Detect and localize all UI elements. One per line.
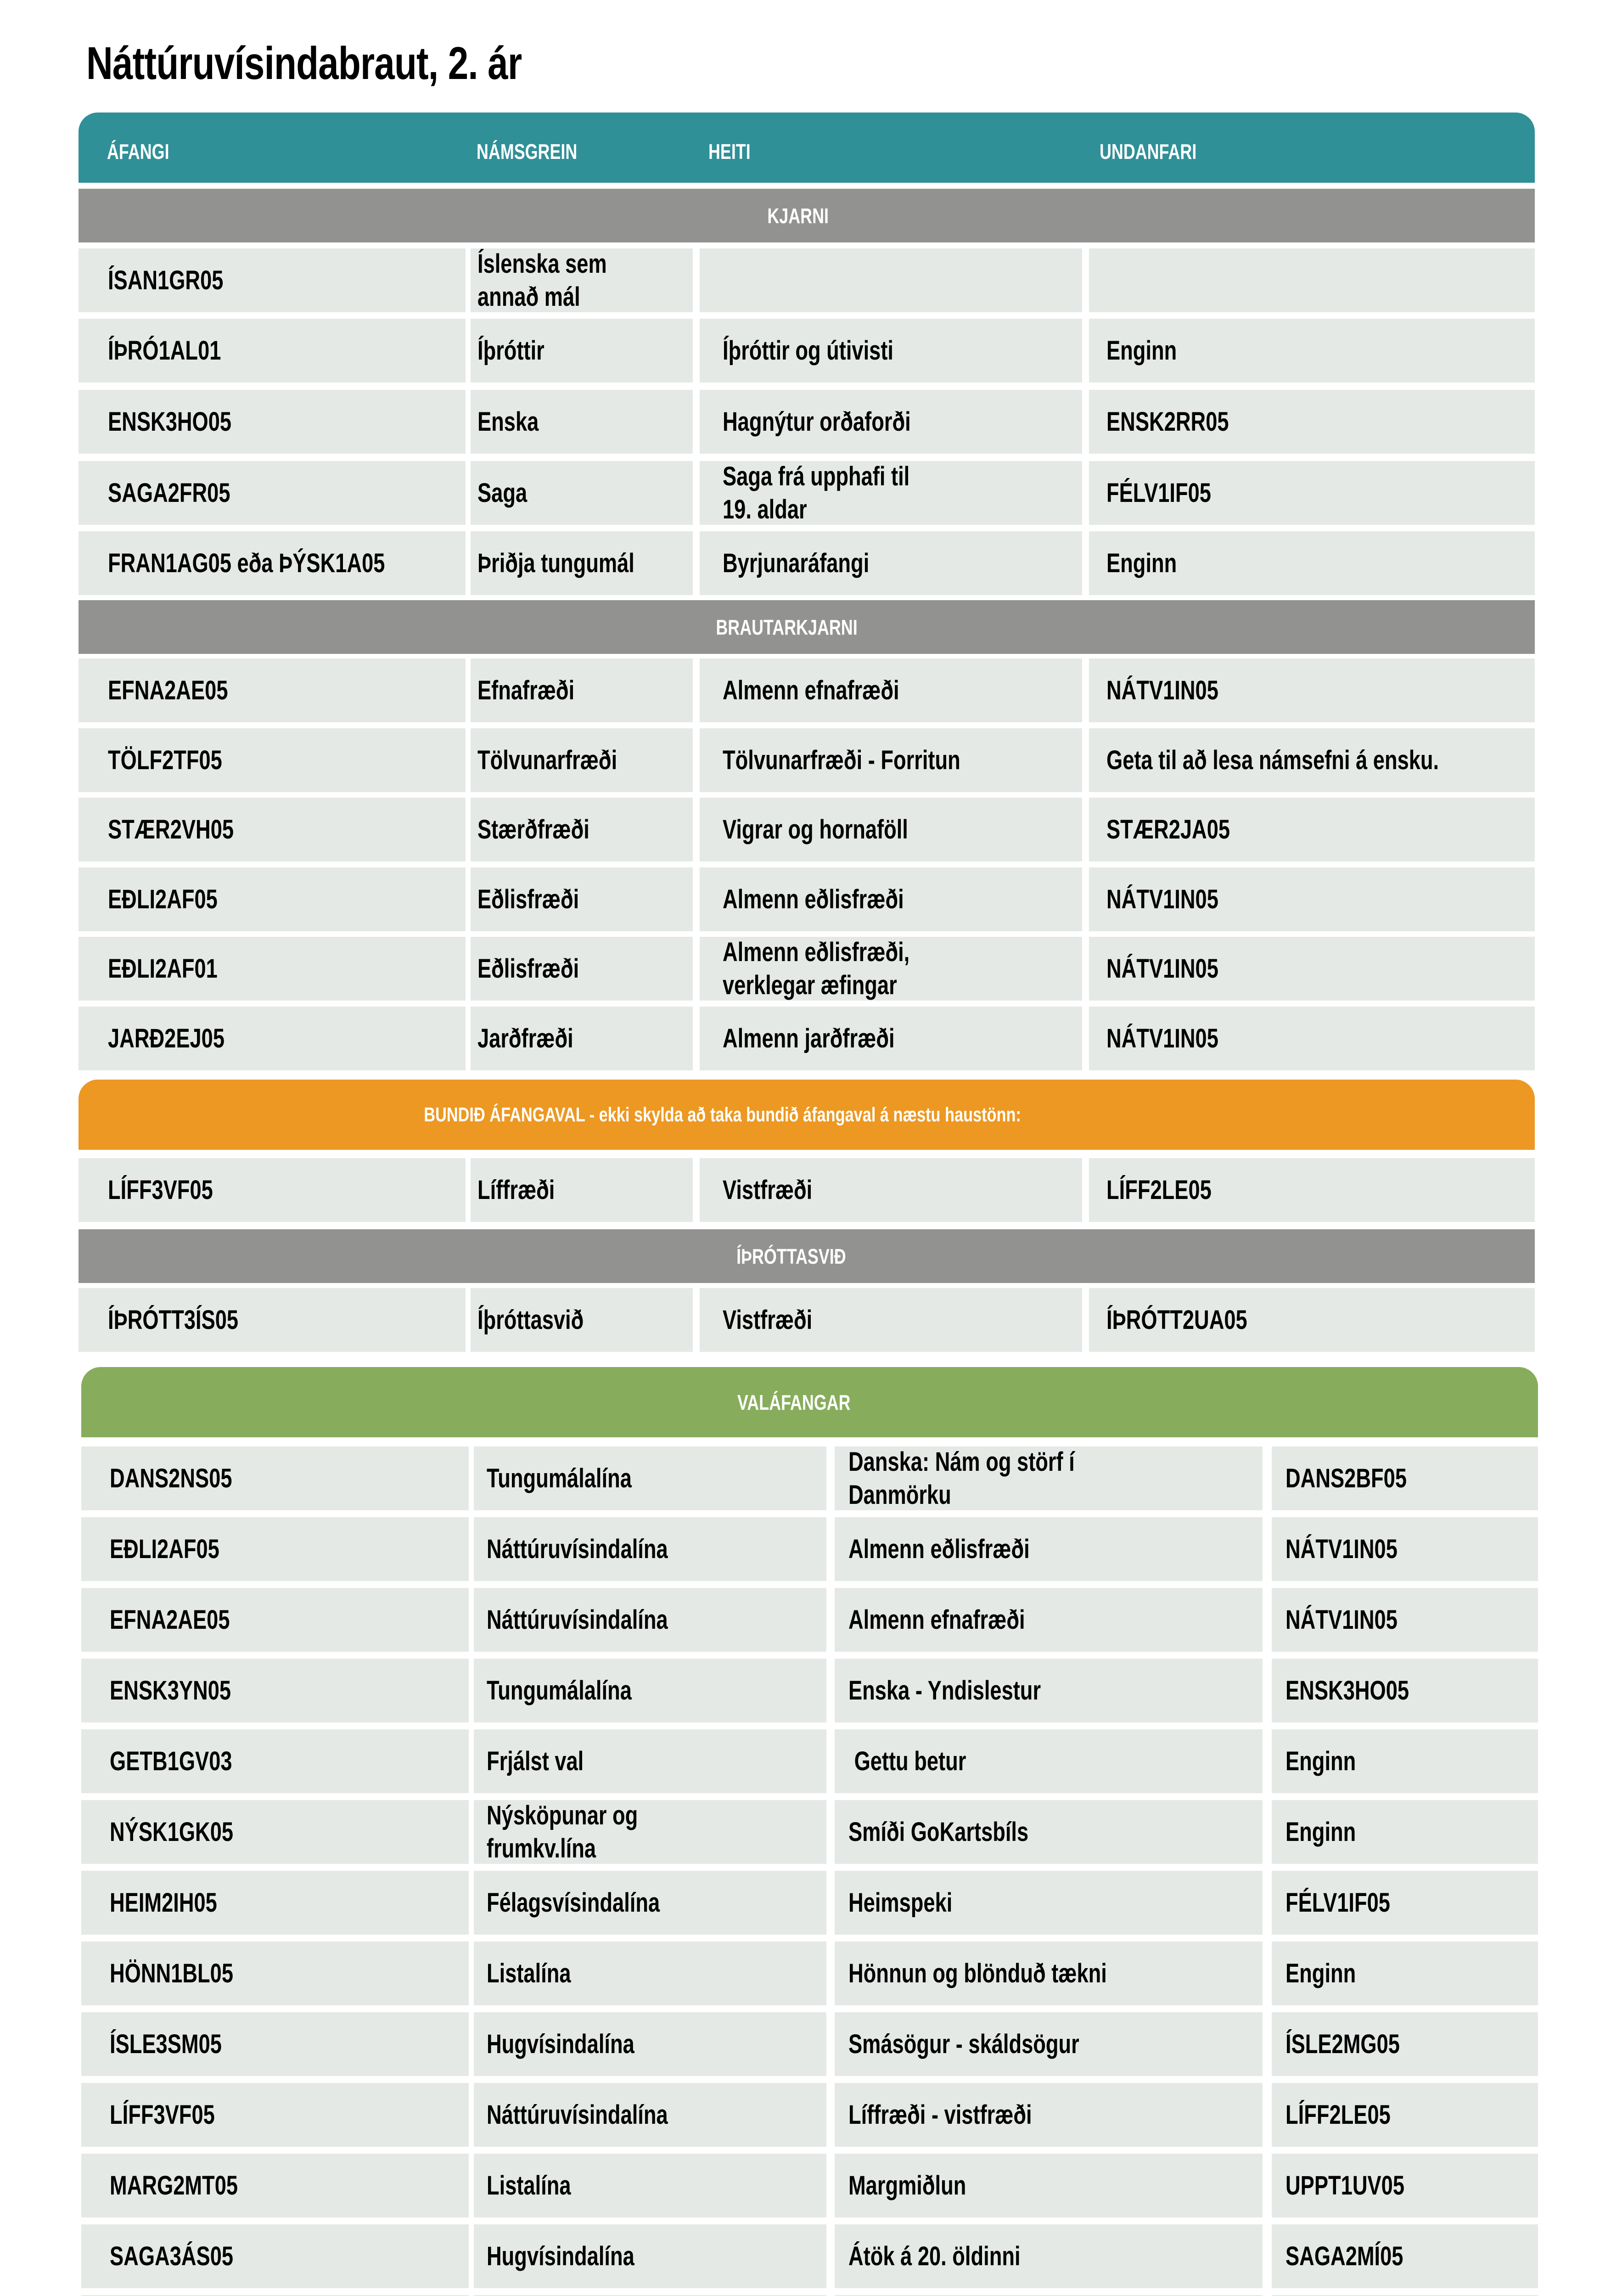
cell-afangi <box>81 2012 469 2076</box>
cell-namsgrein <box>471 798 693 861</box>
column-header-namsgrein: NÁMSGREIN <box>477 140 578 163</box>
cell-text: Almenn efnafræði <box>848 1604 1025 1635</box>
cell-undanfari <box>1272 1588 1538 1652</box>
column-header-heiti: HEITI <box>708 140 751 163</box>
cell-text: NÁTV1IN05 <box>1106 675 1218 705</box>
cell-afangi <box>81 1941 469 2005</box>
cell-heiti <box>835 2154 1263 2217</box>
cell-text: EÐLI2AF05 <box>108 884 218 914</box>
cell-text: ENSK3HO05 <box>108 406 232 437</box>
cell-heiti <box>835 1729 1263 1793</box>
cell-heiti <box>700 867 1082 931</box>
cell-text: Náttúruvísindalína <box>487 1604 668 1635</box>
cell-afangi <box>81 1446 469 1510</box>
cell-text: Saga frá upphafi til 19. aldar <box>723 461 910 524</box>
cell-heiti <box>835 1941 1263 2005</box>
cell-namsgrein <box>471 867 693 931</box>
cell-text: Almenn eðlisfræði, verklegar æfingar <box>723 937 910 1000</box>
cell-text: EÐLI2AF01 <box>108 953 218 984</box>
cell-undanfari <box>1089 531 1535 595</box>
cell-afangi <box>79 1288 466 1352</box>
cell-undanfari <box>1089 937 1535 1001</box>
cell-text: Líffræði <box>477 1175 555 1205</box>
cell-text: Almenn efnafræði <box>723 675 899 705</box>
cell-text: Eðlisfræði <box>477 884 579 914</box>
cell-afangi <box>79 390 466 454</box>
cell-heiti <box>700 798 1082 861</box>
cell-afangi <box>81 1588 469 1652</box>
cell-text: LÍFF3VF05 <box>108 1175 213 1205</box>
cell-afangi <box>79 1158 466 1222</box>
cell-undanfari <box>1272 2154 1538 2217</box>
cell-afangi <box>81 2083 469 2147</box>
cell-text: LÍFF3VF05 <box>110 2099 215 2130</box>
cell-text: STÆR2JA05 <box>1106 814 1230 844</box>
cell-text: Enska - Yndislestur <box>848 1675 1041 1705</box>
section-header-valáfangar <box>81 1367 1538 1437</box>
cell-undanfari <box>1272 2012 1538 2076</box>
cell-text: Smíði GoKartsbíls <box>848 1817 1029 1847</box>
section-header-kjarni <box>79 189 1535 242</box>
cell-text: Almenn eðlisfræði <box>848 1534 1030 1564</box>
cell-undanfari <box>1272 1941 1538 2005</box>
column-header-afangi: ÁFANGI <box>107 140 169 163</box>
cell-namsgrein <box>474 1941 826 2005</box>
cell-text: LÍFF2LE05 <box>1106 1175 1212 1205</box>
cell-namsgrein <box>471 461 693 525</box>
cell-namsgrein <box>471 1288 693 1352</box>
cell-text: Hugvísindalína <box>487 2241 634 2271</box>
cell-namsgrein <box>471 1158 693 1222</box>
cell-text: Félagsvísindalína <box>487 1887 660 1918</box>
cell-text: Enginn <box>1285 1817 1356 1847</box>
cell-text: HEIM2IH05 <box>110 1887 217 1918</box>
cell-heiti <box>700 658 1082 722</box>
cell-text: ENSK3YN05 <box>110 1675 231 1705</box>
section-header-bundið <box>79 1080 1535 1150</box>
cell-text: Saga <box>477 478 528 508</box>
cell-heiti <box>835 1800 1263 1864</box>
cell-text: SAGA3ÁS05 <box>110 2241 234 2271</box>
cell-text: Hagnýtur orðaforði <box>723 406 911 437</box>
cell-afangi <box>79 461 466 525</box>
cell-text: Byrjunaráfangi <box>723 548 870 578</box>
cell-text: Hugvísindalína <box>487 2029 634 2059</box>
cell-text: NÁTV1IN05 <box>1106 884 1218 914</box>
cell-undanfari <box>1272 1871 1538 1935</box>
cell-afangi <box>81 1517 469 1581</box>
cell-namsgrein <box>471 319 693 383</box>
cell-text: Vistfræði <box>723 1305 813 1335</box>
cell-undanfari <box>1089 867 1535 931</box>
cell-heiti <box>835 2083 1263 2147</box>
cell-text: Gettu betur <box>848 1746 966 1776</box>
cell-namsgrein <box>474 2012 826 2076</box>
cell-afangi <box>79 319 466 383</box>
cell-afangi <box>81 1800 469 1864</box>
cell-undanfari <box>1089 1158 1535 1222</box>
cell-text: Enska <box>477 406 539 437</box>
cell-text: DANS2NS05 <box>110 1463 232 1493</box>
cell-text: Tungumálalína <box>487 1675 632 1705</box>
cell-afangi <box>79 728 466 792</box>
section-label: BRAUTARKJARNI <box>716 615 858 639</box>
cell-text: Stærðfræði <box>477 814 589 844</box>
cell-text: EFNA2AE05 <box>108 675 228 705</box>
cell-text: Eðlisfræði <box>477 953 579 984</box>
cell-undanfari <box>1089 248 1535 312</box>
cell-namsgrein <box>474 1729 826 1793</box>
cell-afangi <box>79 937 466 1001</box>
cell-text: Tölvunarfræði <box>477 745 617 775</box>
cell-heiti <box>835 2012 1263 2076</box>
cell-namsgrein <box>474 1588 826 1652</box>
cell-text: ÍÞRÓTT2UA05 <box>1106 1305 1247 1335</box>
cell-text: TÖLF2TF05 <box>108 745 222 775</box>
cell-namsgrein <box>474 2154 826 2217</box>
cell-undanfari <box>1089 658 1535 722</box>
cell-text: Danska: Nám og störf í Danmörku <box>848 1446 1081 1510</box>
cell-afangi <box>81 1871 469 1935</box>
cell-undanfari <box>1089 798 1535 861</box>
cell-heiti <box>700 937 1082 1001</box>
cell-afangi <box>81 2154 469 2217</box>
cell-text: Margmiðlun <box>848 2170 966 2200</box>
cell-text: Íþróttir og útivisti <box>723 335 893 366</box>
cell-text: Enginn <box>1285 1746 1356 1776</box>
cell-text: Smásögur - skáldsögur <box>848 2029 1079 2059</box>
cell-undanfari <box>1089 390 1535 454</box>
cell-afangi <box>81 1659 469 1722</box>
cell-heiti <box>835 1588 1263 1652</box>
cell-namsgrein <box>474 1517 826 1581</box>
cell-undanfari <box>1089 461 1535 525</box>
cell-namsgrein <box>471 937 693 1001</box>
cell-text: DANS2BF05 <box>1285 1463 1407 1493</box>
cell-afangi <box>79 867 466 931</box>
cell-namsgrein <box>474 2083 826 2147</box>
cell-text: GETB1GV03 <box>110 1746 232 1776</box>
cell-undanfari <box>1089 1288 1535 1352</box>
cell-namsgrein <box>471 531 693 595</box>
cell-namsgrein <box>474 1800 826 1864</box>
cell-text: Almenn jarðfræði <box>723 1023 895 1053</box>
page-title: Náttúruvísindabraut, 2. ár <box>86 38 522 89</box>
cell-text: FÉLV1IF05 <box>1285 1887 1390 1918</box>
section-label: ÍÞRÓTTASVIÐ <box>736 1244 846 1268</box>
cell-text: MARG2MT05 <box>110 2170 238 2200</box>
cell-text: Enginn <box>1106 548 1177 578</box>
cell-undanfari <box>1089 728 1535 792</box>
cell-text: UPPT1UV05 <box>1285 2170 1404 2200</box>
cell-text: EFNA2AE05 <box>110 1604 230 1635</box>
cell-heiti <box>700 319 1082 383</box>
section-header-brautarkjarni <box>79 600 1535 654</box>
cell-text: FRAN1AG05 eða ÞÝSK1A05 <box>108 548 385 578</box>
cell-text: Vistfræði <box>723 1175 813 1205</box>
cell-undanfari <box>1272 2224 1538 2288</box>
cell-text: Hönnun og blönduð tækni <box>848 1958 1107 1988</box>
cell-heiti <box>700 1288 1082 1352</box>
cell-afangi <box>79 531 466 595</box>
cell-text: Náttúruvísindalína <box>487 1534 668 1564</box>
cell-text: Íþróttir <box>477 335 544 366</box>
cell-afangi <box>79 248 466 312</box>
cell-text: LÍFF2LE05 <box>1285 2099 1391 2130</box>
cell-text: Þriðja tungumál <box>477 548 634 578</box>
section-header-íþróttasvið <box>79 1229 1535 1283</box>
cell-text: Átök á 20. öldinni <box>848 2241 1021 2271</box>
cell-afangi <box>81 1729 469 1793</box>
cell-text: HÖNN1BL05 <box>110 1958 233 1988</box>
cell-undanfari <box>1272 1800 1538 1864</box>
cell-text: Nýsköpunar og frumkv.lína <box>487 1800 644 1863</box>
cell-text: SAGA2FR05 <box>108 478 230 508</box>
cell-afangi <box>79 798 466 861</box>
cell-text: Heimspeki <box>848 1887 953 1918</box>
cell-text: Tölvunarfræði - Forritun <box>723 745 960 775</box>
cell-text: STÆR2VH05 <box>108 814 234 844</box>
cell-undanfari <box>1272 1729 1538 1793</box>
cell-heiti <box>700 728 1082 792</box>
cell-undanfari <box>1272 2083 1538 2147</box>
cell-namsgrein <box>474 1659 826 1722</box>
column-header-bar <box>79 113 1535 183</box>
cell-undanfari <box>1272 1517 1538 1581</box>
cell-text: Almenn eðlisfræði <box>723 884 904 914</box>
cell-afangi <box>79 658 466 722</box>
cell-namsgrein <box>471 1007 693 1070</box>
cell-text: Efnafræði <box>477 675 575 705</box>
column-header-undanfari: UNDANFARI <box>1100 140 1197 163</box>
cell-undanfari <box>1089 319 1535 383</box>
section-label: KJARNI <box>767 203 829 228</box>
cell-namsgrein <box>474 2224 826 2288</box>
cell-text: Íþróttasvið <box>477 1305 584 1335</box>
cell-text: Líffræði - vistfræði <box>848 2099 1032 2130</box>
section-label: VALÁFANGAR <box>737 1390 850 1414</box>
cell-text: ENSK2RR05 <box>1106 406 1229 437</box>
cell-afangi <box>81 2224 469 2288</box>
cell-text: Enginn <box>1285 1958 1356 1988</box>
cell-heiti <box>835 1517 1263 1581</box>
cell-undanfari <box>1272 1659 1538 1722</box>
cell-text: Enginn <box>1106 335 1177 366</box>
cell-text: NÁTV1IN05 <box>1285 1604 1398 1635</box>
cell-text: NÝSK1GK05 <box>110 1817 234 1847</box>
section-label: BUNDIÐ ÁFANGAVAL - ekki skylda að taka bundið áfangaval á næstu haustönn: <box>424 1103 1021 1126</box>
cell-undanfari <box>1089 1007 1535 1070</box>
cell-text: NÁTV1IN05 <box>1106 1023 1218 1053</box>
cell-text: ÍSLE3SM05 <box>110 2029 222 2059</box>
cell-namsgrein <box>471 390 693 454</box>
cell-text: ÍSLE2MG05 <box>1285 2029 1400 2059</box>
cell-text: FÉLV1IF05 <box>1106 478 1211 508</box>
cell-heiti <box>835 1659 1263 1722</box>
cell-namsgrein <box>471 658 693 722</box>
cell-text: ENSK3HO05 <box>1285 1675 1409 1705</box>
cell-heiti <box>835 1446 1263 1510</box>
cell-heiti <box>700 461 1082 525</box>
cell-text: NÁTV1IN05 <box>1285 1534 1398 1564</box>
cell-text: JARÐ2EJ05 <box>108 1023 225 1053</box>
cell-text: Frjálst val <box>487 1746 584 1776</box>
cell-heiti <box>700 1007 1082 1070</box>
cell-namsgrein <box>471 728 693 792</box>
cell-heiti <box>700 1158 1082 1222</box>
cell-text: ÍÞRÓTT3ÍS05 <box>108 1305 239 1335</box>
cell-heiti <box>700 248 1082 312</box>
cell-namsgrein <box>471 248 693 312</box>
cell-heiti <box>835 2224 1263 2288</box>
cell-afangi <box>79 1007 466 1070</box>
cell-text: ÍSAN1GR05 <box>108 265 224 295</box>
cell-text: SAGA2MÍ05 <box>1285 2241 1403 2271</box>
cell-text: Jarðfræði <box>477 1023 573 1053</box>
cell-undanfari <box>1272 1446 1538 1510</box>
cell-heiti <box>700 390 1082 454</box>
cell-text: Listalína <box>487 1958 571 1988</box>
cell-text: Náttúruvísindalína <box>487 2099 668 2130</box>
cell-text: Listalína <box>487 2170 571 2200</box>
cell-heiti <box>835 1871 1263 1935</box>
cell-heiti <box>700 531 1082 595</box>
cell-namsgrein <box>474 1871 826 1935</box>
cell-text: ÍÞRÓ1AL01 <box>108 335 221 366</box>
cell-text: EÐLI2AF05 <box>110 1534 219 1564</box>
cell-text: NÁTV1IN05 <box>1106 953 1218 984</box>
cell-text: Geta til að lesa námsefni á ensku. <box>1106 745 1439 775</box>
cell-text: Vigrar og hornaföll <box>723 814 908 844</box>
cell-namsgrein <box>474 1446 826 1510</box>
cell-text: Íslenska sem annað mál <box>477 248 607 312</box>
cell-text: Tungumálalína <box>487 1463 632 1493</box>
